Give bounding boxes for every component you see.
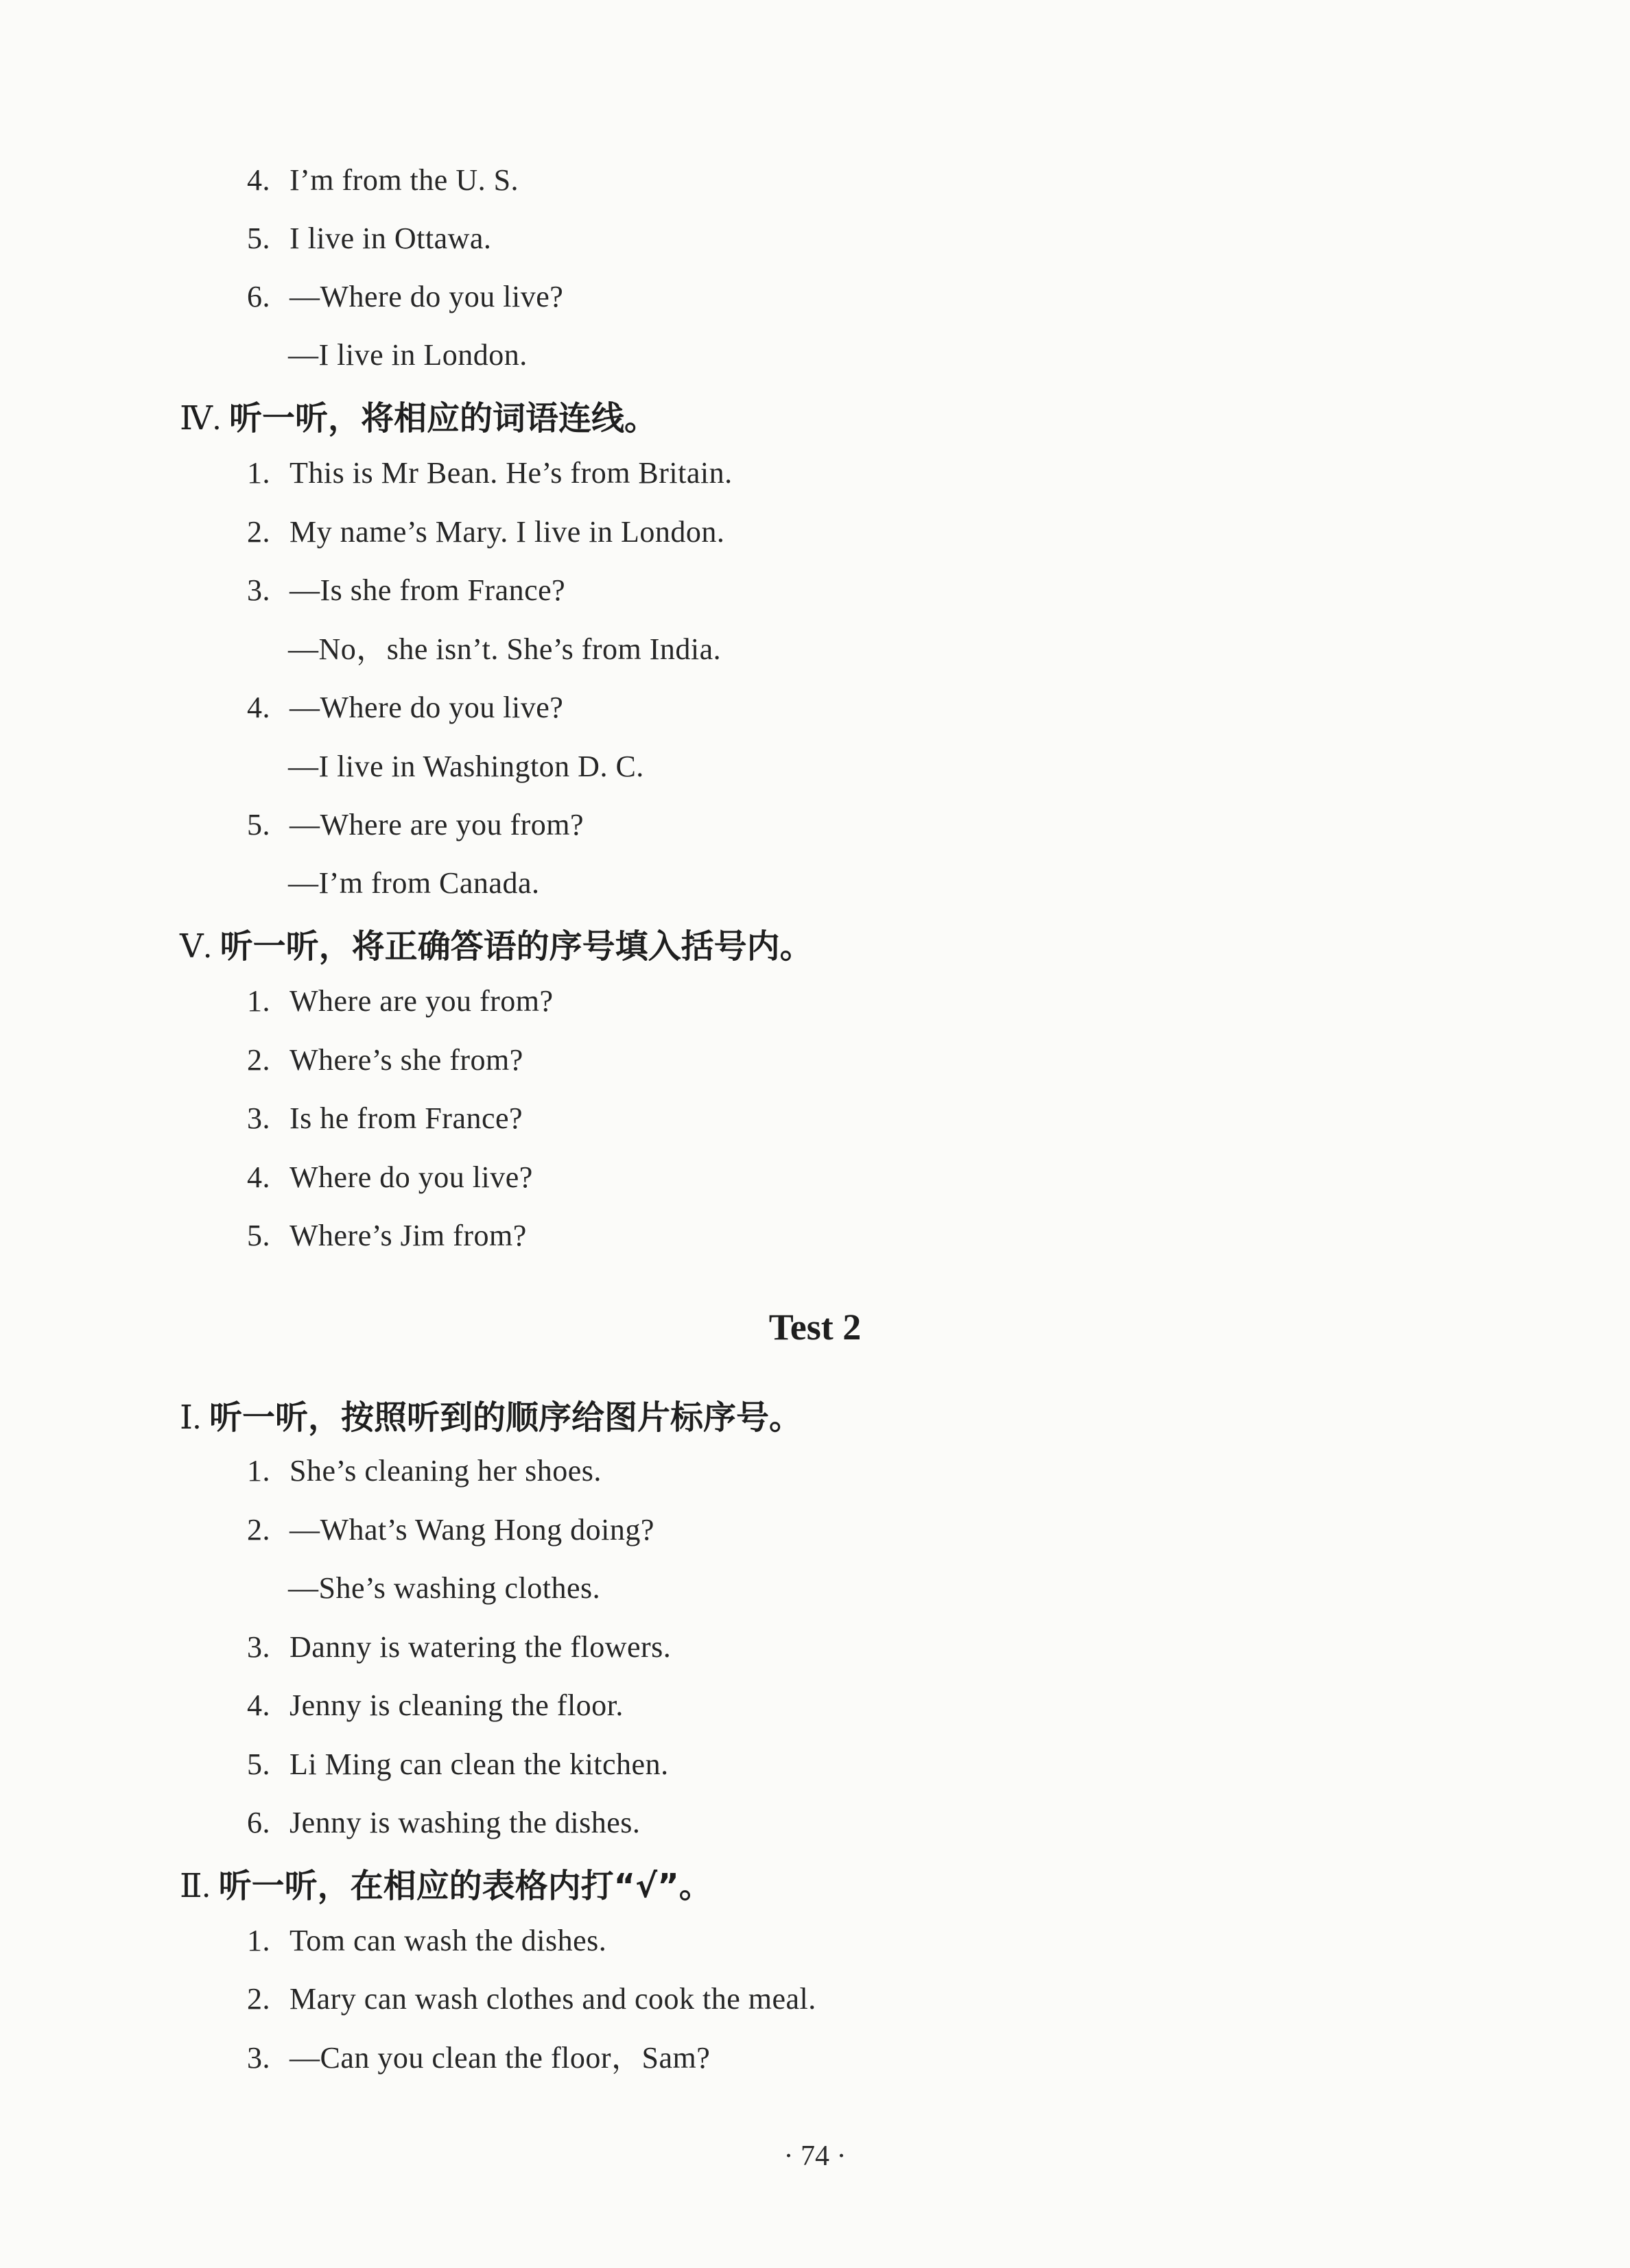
list-item (247, 276, 563, 318)
item-number: 3. (247, 2041, 270, 2075)
item-number: 1. (247, 984, 270, 1018)
item-text: This is Mr Bean. He’s from Britain. (290, 456, 733, 490)
list-item (247, 981, 554, 1022)
section-heading (180, 1396, 802, 1440)
item-text: Where do you live? (290, 1160, 533, 1194)
section-heading (180, 1864, 712, 1909)
item-number: 2. (247, 1513, 270, 1547)
section-heading-text: 听一听，按照听到的顺序给图片标序号。 (209, 1398, 802, 1437)
item-number: 5. (247, 222, 270, 255)
list-item (247, 1509, 654, 1551)
item-number: 5. (247, 1747, 270, 1781)
list-item (247, 687, 563, 728)
item-text: My name’s Mary. I live in London. (290, 515, 725, 549)
item-number: 6. (247, 1806, 270, 1839)
item-number: 4. (247, 691, 270, 724)
list-item (247, 1979, 816, 2020)
section-heading-text: 听一听，在相应的表格内打“√”。 (218, 1867, 712, 1905)
list-item (247, 1098, 523, 1139)
list-item (247, 1040, 523, 1081)
item-text: Li Ming can clean the kitchen. (290, 1747, 669, 1781)
list-item (247, 1157, 533, 1198)
item-number: 1. (247, 1454, 270, 1488)
item-continuation: —No，she isn’t. She’s from India. (288, 632, 722, 666)
item-number: 2. (247, 1982, 270, 2016)
item-text: —Is she from France? (290, 573, 566, 607)
item-text: Danny is watering the flowers. (290, 1630, 672, 1664)
list-item (247, 1627, 671, 1668)
list-item (247, 453, 733, 494)
section-heading (180, 924, 813, 969)
list-item (247, 804, 584, 846)
section-numeral: Ⅰ. (180, 1400, 201, 1436)
item-text: I’m from the U. S. (290, 163, 519, 197)
item-text: She’s cleaning her shoes. (290, 1454, 602, 1488)
list-item (247, 2038, 710, 2079)
section-numeral: Ⅱ. (180, 1868, 211, 1905)
item-text: Where’s she from? (290, 1043, 523, 1077)
item-number: 3. (247, 1630, 270, 1664)
list-item (247, 1685, 624, 1726)
item-text: Where are you from? (290, 984, 554, 1018)
list-item (247, 570, 565, 611)
item-continuation: —She’s washing clothes. (288, 1571, 601, 1605)
list-item (247, 1451, 602, 1492)
item-number: 5. (247, 1219, 270, 1252)
item-number: 4. (247, 163, 270, 197)
section-heading (180, 396, 657, 441)
list-item (247, 160, 519, 201)
list-item (247, 1802, 640, 1843)
list-item (247, 1215, 527, 1256)
list-item (247, 218, 491, 259)
list-item (247, 1920, 606, 1961)
item-number: 3. (247, 573, 270, 607)
item-continuation: —I’m from Canada. (288, 866, 540, 900)
item-number: 2. (247, 515, 270, 549)
item-number: 1. (247, 1924, 270, 1957)
item-text: Tom can wash the dishes. (290, 1924, 607, 1957)
section-heading-text: 听一听，将正确答语的序号填入括号内。 (220, 927, 813, 966)
item-number: 2. (247, 1043, 270, 1077)
item-number: 6. (247, 280, 270, 313)
item-continuation: —I live in London. (288, 338, 528, 372)
item-text: —Where are you from? (290, 808, 584, 841)
section-heading-text: 听一听，将相应的词语连线。 (228, 399, 657, 438)
item-number: 3. (247, 1101, 270, 1135)
section-numeral: Ⅴ. (180, 929, 212, 965)
item-number: 5. (247, 808, 270, 841)
item-text: Jenny is cleaning the floor. (290, 1688, 624, 1722)
test-title: Test 2 (768, 1306, 862, 1348)
item-continuation: —I live in Washington D. C. (288, 750, 644, 783)
list-item (247, 512, 724, 553)
item-text: —Where do you live? (290, 691, 564, 724)
item-text: —What’s Wang Hong doing? (290, 1513, 654, 1547)
item-number: 4. (247, 1160, 270, 1194)
section-numeral: Ⅳ. (180, 401, 221, 437)
item-text: Where’s Jim from? (290, 1219, 527, 1252)
item-number: 1. (247, 456, 270, 490)
item-text: I live in Ottawa. (290, 222, 492, 255)
item-text: Mary can wash clothes and cook the meal. (290, 1982, 816, 2016)
item-text: Is he from France? (290, 1101, 523, 1135)
item-number: 4. (247, 1688, 270, 1722)
page-number: · 74 · (783, 2140, 847, 2172)
item-text: —Where do you live? (290, 280, 564, 313)
item-text: Jenny is washing the dishes. (290, 1806, 641, 1839)
item-text: —Can you clean the floor，Sam? (290, 2041, 711, 2075)
list-item (247, 1744, 669, 1785)
